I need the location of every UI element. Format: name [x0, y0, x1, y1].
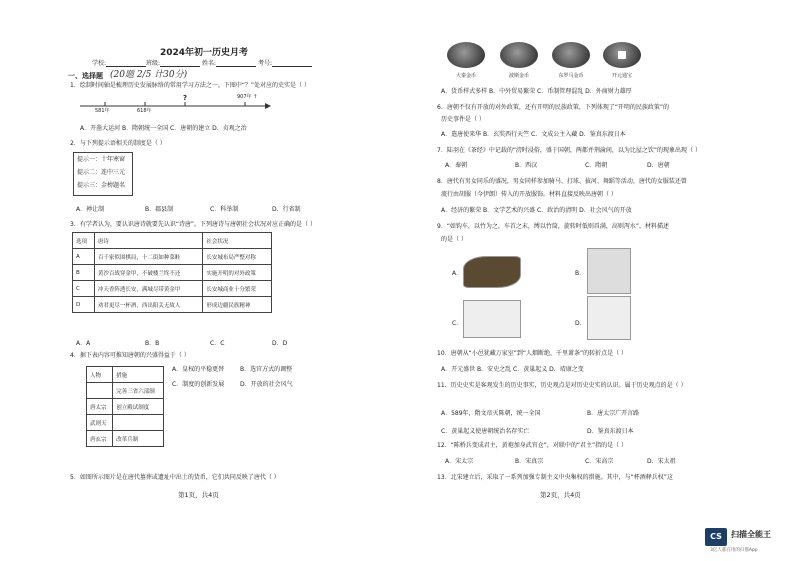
table-header: 人物 措施	[87, 367, 164, 383]
page-footer: 第2页，共4页	[540, 491, 581, 499]
q10-options: A．开元盛世 B．安史之乱 C．黄巢起义 D．靖康之变	[441, 366, 584, 373]
exam-title: 2024年初一历史月考	[160, 48, 249, 58]
table-row: D 劝君更尽一杯酒，西出阳关无故人 形成边疆民族精神	[73, 297, 272, 313]
tool-image	[463, 300, 521, 338]
q3-table	[72, 232, 272, 313]
coin-image	[552, 42, 590, 68]
q7-option-b: B．西汉	[515, 162, 538, 169]
q4-option-a: A．皇权的平稳更替	[172, 366, 225, 373]
q9-option-c: C．	[452, 320, 463, 327]
q7-option-a: A．秦朝	[445, 162, 468, 169]
q4-table	[86, 366, 164, 447]
question-8-cont: 流行由胡服（今伊朗）传入的开放服饰。材料直接反映出唐朝（ ）	[441, 191, 617, 198]
coin-image	[500, 42, 538, 68]
hint-box	[73, 152, 133, 196]
q9-option-d: D．	[575, 320, 586, 327]
question-2: 2．与下列提示语相关的制度是（ ）	[70, 140, 166, 147]
q4-option-b: B．选官方式的调整	[240, 366, 293, 373]
q4-option-d: D．开放的社会风气	[240, 381, 293, 388]
question-11: 11．历史史实是客观发生的历史事实，历史观点是对历史史实的认识。属于历史观点的是（ ）	[437, 382, 687, 389]
timeline-label: 618年	[137, 108, 152, 114]
q3-option-c: C．C	[210, 340, 225, 347]
q8-options: A．经济的繁荣 B．文学艺术的兴盛 C．政治的清明 D．社会风气的开放	[441, 207, 632, 214]
table-header: 选项 唐诗 社会状况	[73, 233, 272, 249]
page-footer: 第1页，共4页	[178, 491, 219, 499]
pattern-image	[587, 248, 631, 294]
question-9: 9．“如钩车，以竹为之，车首之末，缚以竹筒，旋转时低则舀满，高则泻水”，材料描述	[437, 223, 670, 230]
coin-label: 东罗马金币	[558, 73, 584, 79]
q6-options: A．遣唐使来华 B．玄奘西行天竺 C．文成公主入藏 D．鉴真东渡日本	[441, 131, 626, 138]
q11-option-c: C．黄巢起义使唐朝统治名存实亡	[441, 428, 530, 435]
coin-label: 开元通宝	[611, 73, 632, 79]
hint-3: 提示三：金榜题名	[77, 182, 126, 189]
q2-option-a: A．禅让制	[76, 206, 105, 213]
table-row: B 黄沙百战穿金甲，不破楼兰终不还 实施开明的对外政策	[73, 265, 272, 281]
table-row: C 冲天香阵透长安，满城尽带黄金甲 长安城商业十分繁荣	[73, 281, 272, 297]
q11-option-b: B．唐太宗广开言路	[587, 410, 640, 417]
field-number: 考号:	[258, 60, 312, 67]
q2-option-d: D．行省制	[272, 206, 301, 213]
table-row: 唐太宗 创立殿试制度	[87, 399, 164, 415]
coin-label: 大秦金币	[455, 73, 476, 79]
timeline-label: 581年	[95, 108, 110, 114]
question-13: 13．北宋建立后，采取了一系列加强专制主义中央集权的措施。其中，与“杯酒释兵权”这	[437, 474, 673, 481]
hint-2: 提示二：连中三元	[77, 169, 126, 176]
q3-option-b: B．B	[145, 340, 160, 347]
question-1: 1．绘制时间轴是梳理历史发展脉络的常用学习方法之一。下图中“？”处对应的史实是（ ）	[70, 82, 310, 89]
question-8: 8．唐代有男女同乐的盛况，男女同样参加骑马、打球、拔河、舞蹈等活动，唐代的女服装还曾	[437, 178, 687, 185]
field-class: 班级:	[146, 60, 200, 67]
right-page	[397, 0, 794, 561]
hint-1: 提示一：十年寒窗	[77, 156, 126, 163]
q3-option-d: D．D	[272, 340, 288, 347]
table-row: 武则天	[87, 415, 164, 431]
scanner-brand: 扫描全能王	[731, 530, 771, 539]
table-row: 完善三省六部制	[87, 383, 164, 399]
q7-option-d: D．唐朝	[647, 162, 670, 169]
q3-option-a: A．A	[76, 340, 91, 347]
question-6-cont: 历史事件是（ ）	[441, 116, 485, 123]
q11-option-a: A．589年，隋文帝灭陈朝，统一全国	[441, 410, 541, 417]
artifact-image	[463, 256, 521, 288]
coin-image	[447, 42, 485, 68]
question-10: 10．唐朝从“小邑犹藏万家室”到“人烟断绝，千里萧条”的转折点是（ ）	[437, 350, 627, 357]
field-name: 姓名:	[202, 60, 256, 67]
question-7: 7．陆羽在《茶经》中记载的“滂时浸俗，盛于国朝，两都并荆渝间，以为比屋之饮”的现象出现（ ）	[437, 147, 701, 154]
q9-option-a: A．	[452, 270, 463, 277]
timeline-label: 907年 ↑	[237, 94, 258, 100]
q12-option-c: C．宋高宗	[585, 458, 614, 465]
question-1-options: A．开凿大运河 B．隋朝统一全国 C．唐朝的建立 D．贞观之治	[80, 125, 247, 132]
question-9-cont: 的是（ ）	[441, 236, 467, 243]
q11-option-d: D．鉴真东渡日本	[587, 428, 634, 435]
timeline-question-mark: ?	[183, 94, 188, 102]
q2-option-c: C．科举制	[210, 206, 239, 213]
q9-option-b: B．	[575, 270, 586, 277]
question-3: 3．有学者认为，要认识唐诗就要先认识“诗唐”。下列唐诗与唐朝社会状况对应正确的是（ ）	[70, 221, 316, 228]
question-5: 5．如图所示图片是在唐代墓葬或遗址中出土的货币，它们共同反映了唐代（ ）	[70, 474, 280, 481]
q12-option-a: A．宋太宗	[445, 458, 474, 465]
waterwheel-image	[587, 296, 631, 340]
field-school: 学校:	[92, 60, 146, 67]
section-heading: 一、选择题	[68, 72, 103, 80]
handwritten-note: (20题 2/5 计30分)	[110, 70, 188, 80]
q5-options: A．货币样式多样 B．中外贸易繁荣 C．币制管理混乱 D．外商财力雄厚	[441, 88, 632, 95]
question-4: 4．据下表内容可推知唐朝的兴盛得益于（ ）	[70, 352, 190, 359]
coin-image	[603, 42, 641, 68]
q4-option-c: C．制度的创新发展	[172, 381, 225, 388]
scanner-slogan: 3亿人都在用的扫描App	[710, 548, 758, 553]
q2-option-b: B．郡县制	[145, 206, 174, 213]
table-row: A 百千家似围棋局，十二街如种菜畦 长安城布局严整对称	[73, 249, 272, 265]
table-row: 唐玄宗 改革兵制	[87, 431, 164, 447]
q12-option-d: D．宋太祖	[647, 458, 676, 465]
question-6: 6．唐朝不仅有开放的对外政策，还有开明的民族政策，下列体现了“开明的民族政策”的	[437, 104, 670, 111]
q12-option-b: B．宋真宗	[515, 458, 544, 465]
coin-label: 波斯金币	[508, 73, 529, 79]
q7-option-c: C．隋朝	[585, 162, 608, 169]
question-12: 12．“陈桥兵变成君主，黄袍加身武官仓”，对联中的“君主”指的是（ ）	[437, 442, 627, 449]
scanner-logo-icon: CS	[705, 528, 727, 546]
